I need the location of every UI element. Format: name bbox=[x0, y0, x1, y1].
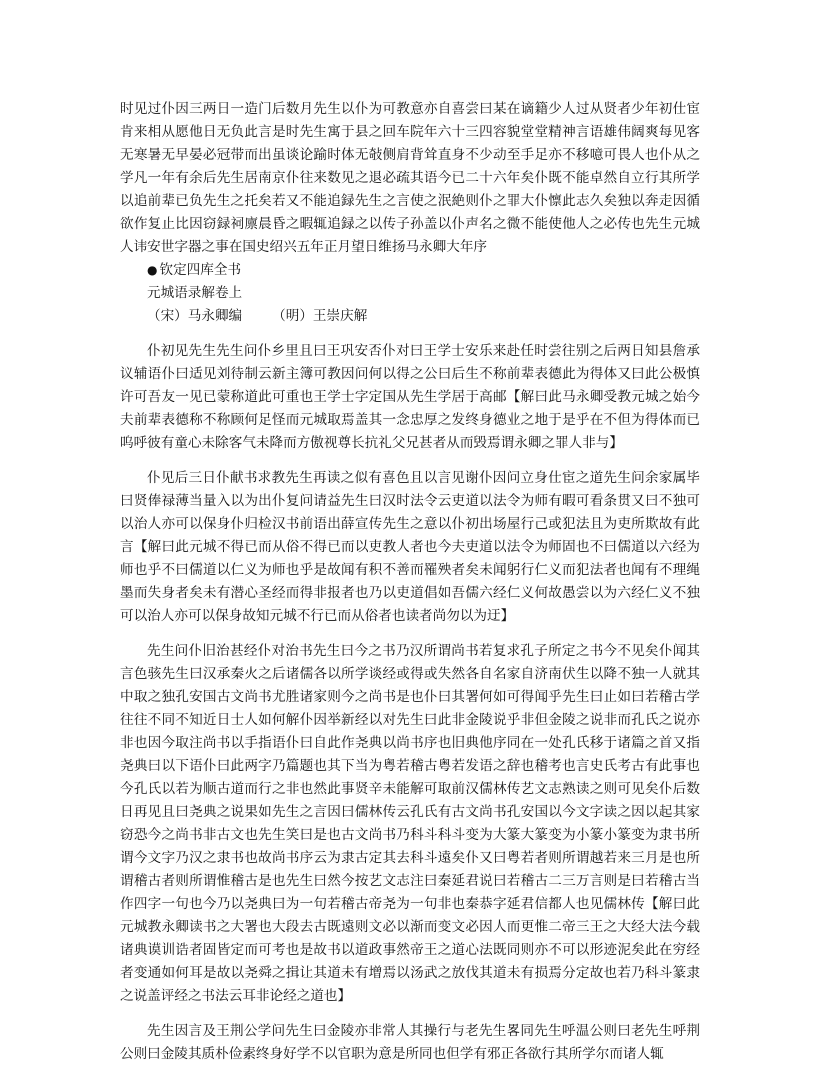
document-page bbox=[120, 98, 700, 1066]
body-paragraph-4: 先生因言及王荆公学问先生曰金陵亦非常人其操行与老先生畧同先生呼温公则曰老先生呼荆公则曰金陵其质朴俭素终身好学不以官职为意是所同也但学有邪正各欲行其所学尔而诸人辄 bbox=[120, 1023, 700, 1062]
author-line bbox=[120, 305, 700, 328]
body-paragraph-1: 仆初见先生先生问仆乡里且曰王巩安否仆对曰王学士安乐来赴任时尝往别之后两日知县詹承议辅语仆曰适见刘待制云新主簿可教因问何以得之公曰后生不称前辈表德此为得体又曰此公极慎许可吾友一见已蒙称道此可重也王学士字定国从先生学居于高邮【解曰此马永卿受教元城之始今夫前辈表德称不称顾何足怪而元城取焉盖其一念忠厚之发终身德业之地于是乎在不但为得体而已呜呼彼有童心未除客气未降而方傲视尊长抗礼父兄甚者从而毁焉谓永卿之罪人非与】 bbox=[120, 343, 700, 451]
preface-paragraph: 时见过仆因三两日一造门后数月先生以仆为可教意亦自喜尝曰某在谪籍少人过从贤者少年初仕宦肯来相从愿他日无负此言是时先生寓于县之回车院年六十三四容貌堂堂精神言语雄伟阔爽每见客无寒暑无早晏必冠带而出虽谈论踰时体无敧侧肩背耸直身不少动至手足亦不移噫可畏人也仆从之学凡一年有余后先生居南京仆往来数见之退必疏其语今已二十六年矣仆既不能卓然自立行其所学以追前辈已负先生之托矣若又不能追録先生之言使之泯絶则仆之罪大仆懔此志久矣独以奔走因循欲作复止比因窃録祠廪晨昏之暇辄追録之以传子孙盖以仆声名之微不能使他人之必传也先生元城人讳安世字器之事在国史绍兴五年正月望日维扬马永卿大年序 bbox=[120, 101, 700, 255]
author-song: （宋）马永卿编 bbox=[147, 308, 243, 324]
body-paragraph-2: 仆见后三日仆献书求教先生再读之似有喜色且以言见谢仆因问立身仕宦之道先生问余家属毕曰贤俸禄薄当量入以为出仆复问请益先生曰汉时法令云吏道以法令为师有暇可看条贯又曰不独可以治人亦可以保身仆归检汉书前语出薛宣传先生之意以仆初出场屋行己或犯法且为吏所欺故有此言【解曰此元城不得已而从俗不得已而以吏教人者也今夫吏道以法令为师固也不曰儒道以六经为师也乎不曰儒道以仁义为师也乎是故闻有积不善而罹殃者矣未闻躬行仁义而犯法者也闻有不理绳墨而失身者矣未有潜心圣经而得非报者也乃以吏道倡如吾儒六经仁义何故愚尝以为六经仁义不独可以治人亦可以保身故知元城不行已而从俗者也读者尚勿以为迂】 bbox=[120, 470, 700, 624]
siku-heading bbox=[120, 259, 700, 282]
author-ming: （明）王崇庆解 bbox=[272, 308, 368, 324]
siku-title: 钦定四库全书 bbox=[159, 262, 242, 278]
volume-title: 元城语录解卷上 bbox=[147, 285, 243, 301]
bullet-icon: ● bbox=[147, 263, 158, 277]
body-paragraph-3: 先生问仆旧治甚经仆对治书先生曰今之书乃汉所谓尚书若复求孔子所定之书今不见矣仆闻其言色骇先生曰汉承秦火之后诸儒各以所学谈经或得或失然各自名家自济南伏生以降不独一人就其中取之独孔安国古文尚书尤胜诸家则今之尚书是也仆曰其署何如可得闻乎先生曰止如曰若稽古学往往不同不知近日士人如何解仆因举新经以对先生曰此非金陵说乎非但金陵之说非而孔氏之说亦非也因今取注尚书以手指语仆曰自此作尧典以尚书序也旧典他序同在一处孔氏移于诸篇之首又指尧典曰以下语仆曰此两字乃篇题也其下当为粤若稽古粤若发语之辞也稽考也言史氏考古有此事也今孔氏以若为顺古道而行之非也然此事贤辛未能解可取前汉儒林传艺文志熟读之则可见矣仆后数日再见且曰尧典之说果如先生之言因曰儒林传云孔氏有古文尚书孔安国以今文字读之因以起其家窃恐今之尚书非古文也先生笑曰是也古文尚书乃科斗科斗变为大篆大篆变为小篆小篆变为隶书所谓今文字乃汉之隶书也故尚书序云为隶古定其去科斗遠矣仆又曰粤若者则所谓越若来三月是也所谓稽古者则所谓惟稽古是也先生曰然今按艺文志注曰秦延君说曰若稽古二三万言则是曰若稽古当作四字一句也今乃以尧典曰为一句若稽古帝尧为一句非也秦恭字延君信都人也见儒林传【解曰此元城教永卿读书之大署也大段去古既遠则文必以渐而变文必因人而更惟二帝三王之大经大法今载诸典谟训诰者固皆定而可考也是故书以道政事然帝王之道心法既同则亦不可以形迹泥矣此在穷经者变通如何耳是故以尧舜之揖让其道未有增焉以汤武之放伐其道未有损焉分定故也若乃科斗篆隶之说盖评经之书法云耳非论经之道也】 bbox=[120, 643, 700, 1004]
